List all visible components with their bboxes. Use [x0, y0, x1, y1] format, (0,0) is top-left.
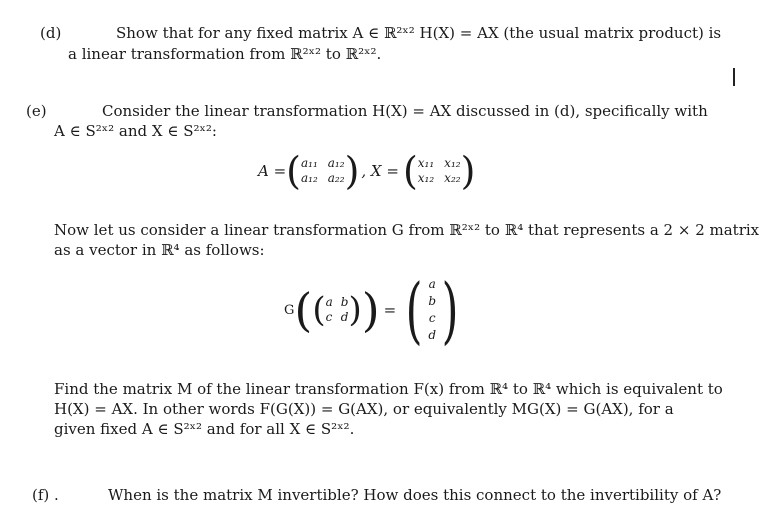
part-e-line-2: A ∈ S²ˣ² and X ∈ S²ˣ²: [54, 122, 217, 140]
matrix-a-label: A = [258, 162, 287, 180]
part-e-para2-line-2: as a vector in ℝ⁴ as follows: [54, 241, 265, 259]
matrix-a-entry: a₂₂ [327, 171, 345, 185]
matrix-x-label: , X = [361, 162, 399, 180]
g-input-entry: c [325, 310, 333, 324]
part-e-para3-line-3: given fixed A ∈ S²ˣ² and for all X ∈ S²ˣ². [54, 420, 355, 438]
g-output-entry: c [428, 311, 436, 325]
matrix-a-entry: a₁₂ [301, 171, 318, 185]
g-input-entry: b [340, 295, 349, 309]
matrix-x-entry: x₁₁ [417, 156, 435, 170]
part-d-label: (d) [40, 24, 62, 42]
part-d-line-1: Show that for any fixed matrix A ∈ ℝ²ˣ² H(X) = AX (the usual matrix product) is [116, 24, 722, 42]
g-output-vector [428, 276, 436, 344]
right-paren: ) [441, 268, 459, 352]
text-cursor [733, 68, 735, 86]
matrix-a-entry: a₁₁ [301, 156, 318, 170]
matrix-x-entry: x₂₂ [444, 171, 461, 185]
part-e-line-1: Consider the linear transformation H(X) = AX discussed in (d), specifically with [102, 102, 708, 120]
left-paren: ( [402, 149, 418, 193]
g-output-entry: a [428, 277, 436, 291]
part-e-para3-line-1: Find the matrix M of the linear transformation F(x) from ℝ⁴ to ℝ⁴ which is equivalent to [54, 380, 723, 398]
left-paren: ( [294, 283, 313, 337]
matrix-a-entry: a₁₂ [327, 156, 345, 170]
part-f-text: When is the matrix M invertible? How does this connect to the invertibility of A? [108, 486, 722, 504]
part-f-label: (f) . [32, 486, 59, 504]
right-paren: ) [344, 149, 360, 193]
matrix-x [418, 156, 461, 186]
g-mapping-equation [284, 268, 464, 352]
right-paren: ) [460, 149, 476, 193]
g-function-label: G [284, 302, 295, 318]
part-e-label: (e) [26, 102, 47, 120]
left-paren: ( [312, 290, 326, 330]
g-input-entry: a [325, 295, 333, 309]
matrix-a [301, 156, 345, 186]
matrix-equation [258, 149, 476, 193]
right-paren: ) [361, 283, 380, 337]
right-paren: ) [348, 290, 362, 330]
left-paren: ( [405, 268, 423, 352]
matrix-x-entry: x₁₂ [417, 171, 435, 185]
left-paren: ( [286, 149, 301, 193]
part-e-para2-line-1: Now let us consider a linear transformation G from ℝ²ˣ² to ℝ⁴ that represents a 2 × 2 matrix [54, 221, 760, 239]
g-input-matrix [326, 295, 349, 325]
equals-sign: = [383, 301, 397, 319]
part-e-para3-line-2: H(X) = AX. In other words F(G(X)) = G(AX), or equivalently MG(X) = G(AX), for a [54, 400, 674, 418]
matrix-x-entry: x₁₂ [444, 156, 461, 170]
part-d-line-2: a linear transformation from ℝ²ˣ² to ℝ²ˣ². [68, 45, 382, 63]
g-output-entry: b [428, 294, 437, 308]
g-output-entry: d [428, 328, 437, 342]
g-input-entry: d [340, 310, 349, 324]
